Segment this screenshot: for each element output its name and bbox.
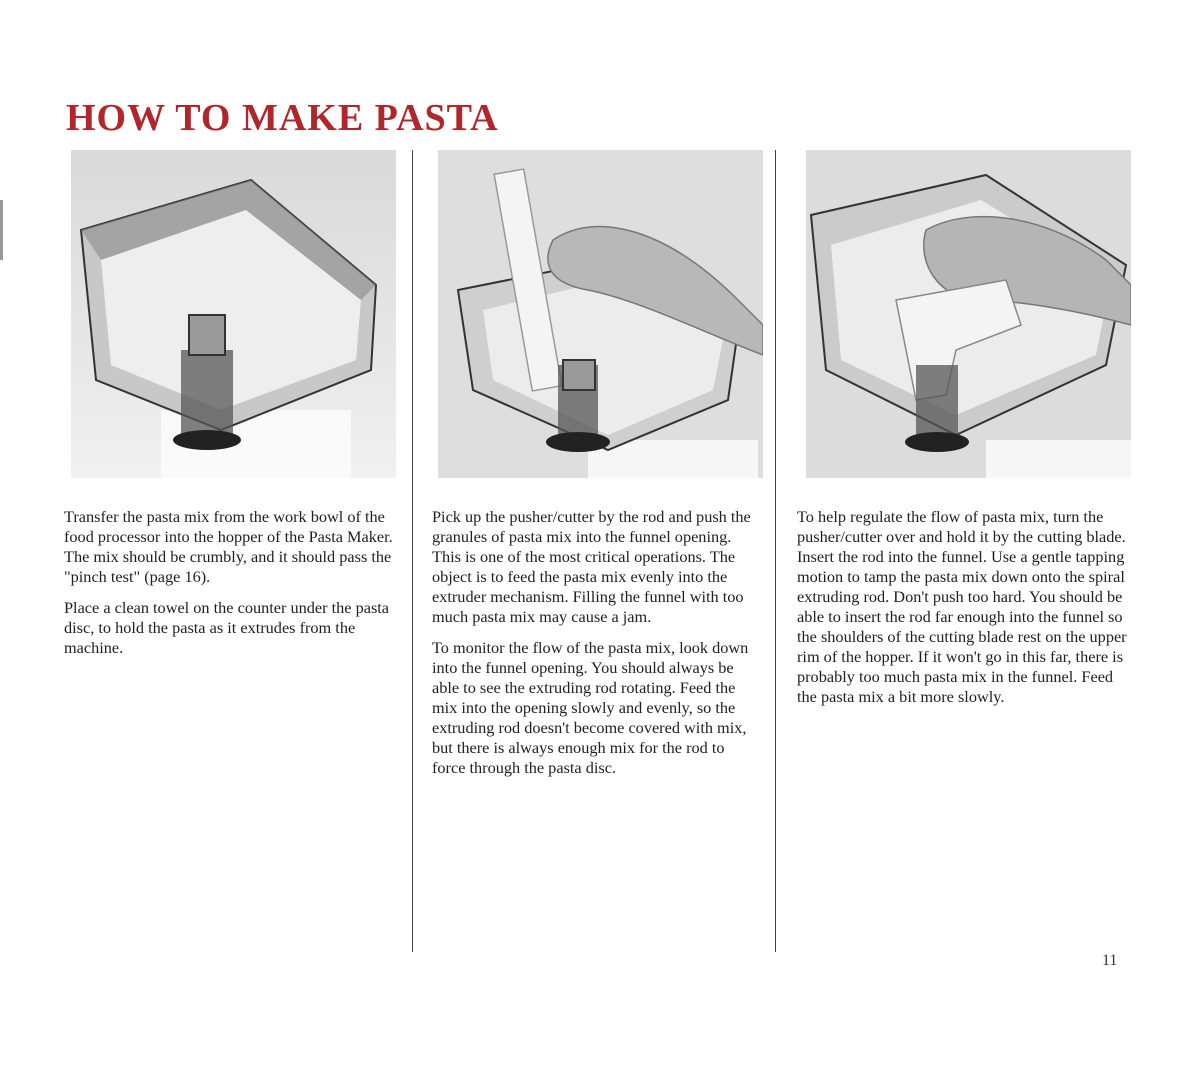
- step-2-paragraph: To monitor the flow of the pasta mix, look down into the funnel opening. You should always be able to see the extruding rod rotating. Feed the mix into the opening slowly and evenly, so the extruding rod doesn't become covered with mix, but there is always enough mix for the rod to force through the pasta disc.: [432, 638, 749, 777]
- hand-holding-pusher-photo-icon: [438, 150, 763, 478]
- step-1-text: [64, 507, 394, 669]
- step-1-paragraph: Place a clean towel on the counter under the pasta disc, to hold the pasta as it extrudes from the machine.: [64, 598, 390, 657]
- page-title: HOW TO MAKE PASTA: [66, 97, 499, 139]
- step-1-paragraph: Transfer the pasta mix from the work bowl of the food processor into the hopper of the Pasta Maker. The mix should be crumbly, and it should pass the "pinch test" (page 16).: [64, 507, 393, 586]
- hand-tamping-cutter-photo-icon: [806, 150, 1131, 478]
- column-divider: [775, 150, 776, 952]
- step-2-photo: [438, 150, 763, 478]
- hopper-filled-photo-icon: [71, 150, 396, 478]
- step-2-text: [432, 507, 762, 789]
- page-number: 11: [1102, 952, 1118, 969]
- page-edge-mark: [0, 200, 3, 260]
- step-2-paragraph: Pick up the pusher/cutter by the rod and push the granules of pasta mix into the funnel opening. This is one of the most critical operations. The object is to feed the pasta mix evenly into the extruder mechanism. Filling the funnel with too much pasta mix may cause a jam.: [432, 507, 751, 626]
- step-3-paragraph: To help regulate the flow of pasta mix, turn the pusher/cutter over and hold it by the cutting blade. Insert the rod into the funnel. Use a gentle tapping motion to tamp the pasta mix down onto the spiral extruding rod. Don't push too hard. You should be able to insert the rod far enough into the funnel so the shoulders of the cutting blade rest on the upper rim of the hopper. If it won't go in this far, there is probably too much pasta mix in the funnel. Feed the pasta mix a bit more slowly.: [797, 507, 1127, 706]
- step-3-photo: [806, 150, 1131, 478]
- step-1-photo: [71, 150, 396, 478]
- column-divider: [412, 150, 413, 952]
- step-3-text: [797, 507, 1127, 718]
